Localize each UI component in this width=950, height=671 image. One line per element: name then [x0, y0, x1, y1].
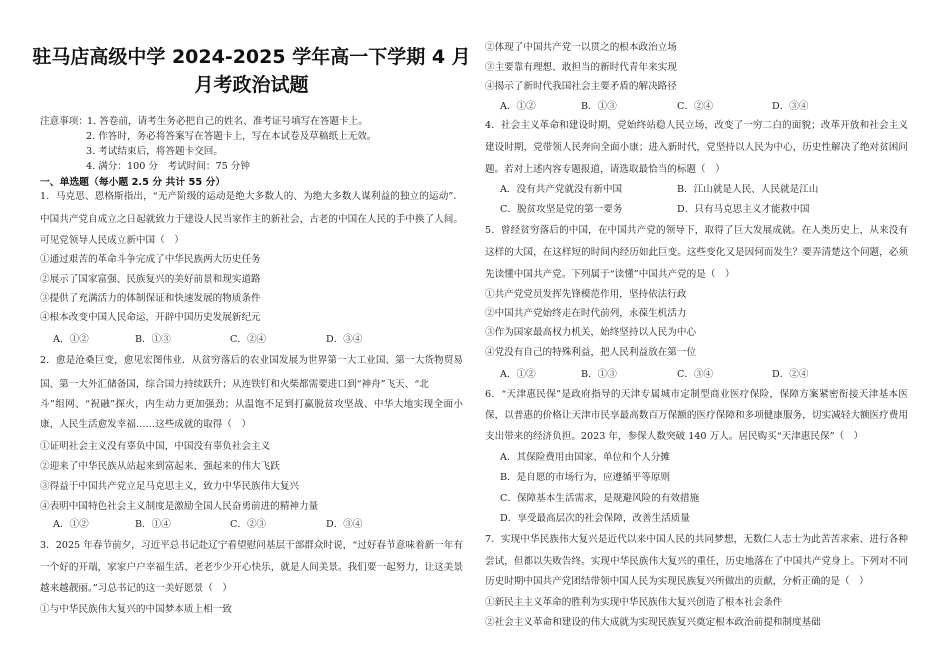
option-c: [500, 492, 699, 506]
option-c: [230, 518, 266, 532]
statement: ④表明中国特色社会主义制度是激励全国人民奋勇前进的精神力量: [40, 501, 319, 512]
option-letter: A．: [500, 369, 517, 380]
section-heading: 一、单选题（每小题 2.5 分 共计 55 分）: [40, 177, 226, 188]
statement: ②中国共产党始终走在时代前列，永葆生机活力: [485, 308, 687, 319]
option-c: [677, 368, 713, 382]
option-d: [500, 512, 690, 526]
option-letter: A．: [500, 101, 517, 112]
option-letter: C．: [677, 101, 694, 112]
statement: ④揭示了新时代我国社会主要矛盾的解决路径: [485, 81, 677, 92]
option-d: [677, 203, 809, 217]
option-d: [772, 100, 808, 114]
question-stem-line: 这样的大国，在这样短的时间内经历如此巨变。这些变化又是因何而发生？要弄清楚这个问题，必须: [485, 247, 908, 258]
option-letter: A．: [53, 519, 70, 530]
question-stem-line: 支出带来的经济负担。2023 年，参保人数突破 140 万人。居民购买“天津惠民保”（ ）: [485, 431, 864, 442]
option-letter: B．: [500, 472, 517, 483]
option-c: [677, 100, 713, 114]
option-a: [53, 518, 89, 532]
question-stem-line: 历史时期中国共产党团结带领中国人民为实现民族复兴所做出的贡献，分析正确的是（ ）: [485, 576, 869, 587]
option-text: ①②: [516, 101, 536, 112]
question-stem-line: 建设时期，党带领人民奔向全面小康；进入新时代，党坚持以人民为中心，历史性解决了绝对贫困问: [485, 142, 908, 153]
option-d: [326, 333, 362, 347]
statement: ①新民主主义革命的胜利为实现中华民族伟大复兴创造了根本社会条件: [485, 597, 783, 608]
option-text: ②④: [693, 101, 714, 112]
option-text: 江山就是人民、人民就是江山: [693, 184, 819, 195]
statement: ③提供了充满活力的体制保证和快速发展的物质条件: [40, 293, 261, 304]
option-text: ①③: [597, 101, 617, 112]
question-stem-line: 越来越靓丽。”习总书记的这一美好愿景（ ）: [40, 583, 232, 594]
option-a: [53, 333, 89, 347]
question-stem-line: 先读懂中国共产党。下列属于“读懂”中国共产党的是（ ）: [485, 269, 735, 280]
option-letter: C．: [500, 493, 517, 504]
option-d: [772, 368, 808, 382]
option-text: 是自愿的市场行为，应遵循平等原则: [516, 472, 671, 483]
option-b: [581, 368, 617, 382]
option-text: ①②: [69, 519, 89, 530]
option-b: [677, 183, 818, 197]
statement: ①共产党党员发挥先锋模范作用，坚持依法行政: [485, 289, 687, 300]
option-b: [581, 100, 617, 114]
option-letter: B．: [135, 334, 152, 345]
option-text: ①④: [151, 519, 171, 530]
statement: ③得益于中国共产党立足马克思主义，致力中华民族伟大复兴: [40, 481, 300, 492]
question-stem-line: 尝试，但都以失败告终。实现中华民族伟大复兴的重任，历史地落在了中国共产党身上。下列对不同: [485, 556, 908, 567]
notice-item: 1. 答卷前，请考生务必把自己的姓名、准考证号填写在答题卡上。: [87, 116, 368, 127]
question-stem-line: 一个好的开端，家家户户幸福生活、老老少少开心快乐，就是人间美景。我们要一起努力，让这美景: [40, 562, 463, 573]
question-stem-line: 斗”组网、“祝融”探火，内生动力更加强劲；从温饱不足到打赢脱贫攻坚战、中华大地实现全面小: [40, 399, 463, 410]
option-letter: D．: [772, 369, 790, 380]
question-stem-line: 2．愈是沧桑巨变，愈见宏图伟业．从贫穷落后的农业国发展为世界第一大工业国、第一大货物贸易: [40, 355, 463, 366]
statement: ②社会主义革命和建设的伟大成就为实现民族复兴奠定根本政治前提和制度基础: [485, 617, 821, 628]
notice-item: 4. 满分：100 分 考试时间：75 分钟: [86, 161, 250, 172]
statement: ①证明社会主义没有辜负中国，中国没有辜负社会主义: [40, 441, 271, 452]
option-letter: B．: [581, 101, 598, 112]
question-stem-line: 3．2025 年春节前夕，习近平总书记赴辽宁看望慰问基层干部群众时说，“过好春节意味着新一年有: [40, 540, 463, 551]
question-stem-line: 中国共产党自成立之日起就致力于建设人民当家作主的新社会，古老的中国在人民的手中换了人间。: [40, 214, 463, 225]
option-text: ②④: [246, 334, 267, 345]
option-text: 没有共产党就没有新中国: [516, 184, 623, 195]
question-stem-line: 国、第一大外汇储备国，综合国力持续跃升；从连铁钉和火柴都需要进口到“神舟”飞天、“北: [40, 379, 429, 390]
statement: ①与中华民族伟大复兴的中国梦本质上相一致: [40, 604, 232, 615]
statement: ③主要靠有理想、敢担当的新时代青年来实现: [485, 62, 677, 73]
question-stem-line: 保，以普惠的价格让天津市民享最高数百万保额的医疗保障和多项健康服务，切实减轻大额医疗费用: [485, 410, 908, 421]
statement: ②体现了中国共产党一以贯之的根本政治立场: [485, 42, 677, 53]
statement: ④根本改变中国人民命运，开辟中国历史发展新纪元: [40, 312, 261, 323]
option-text: ①②: [516, 369, 536, 380]
option-letter: C．: [500, 204, 517, 215]
exam-title-line1: 驻马店高级中学 2024-2025 学年高一下学期 4 月: [32, 46, 471, 68]
exam-title-line2: 月考政治试题: [194, 74, 309, 96]
option-letter: D．: [500, 513, 518, 524]
option-a: [500, 100, 536, 114]
option-letter: D．: [326, 519, 344, 530]
option-a: [500, 183, 622, 197]
statement: ①通过艰苦的革命斗争完成了中华民族两大历史任务: [40, 254, 261, 265]
question-stem-line: 康，人民生活愈发幸福……这些成就的取得（ ）: [40, 419, 252, 430]
option-text: 保障基本生活需求，是规避风险的有效措施: [516, 493, 700, 504]
option-letter: C．: [230, 334, 247, 345]
question-stem-line: 1．马克思、恩格斯指出，“无产阶级的运动是绝大多数人的、为绝大多数人谋利益的独立的运动”．: [40, 191, 463, 202]
option-letter: C．: [230, 519, 247, 530]
option-letter: D．: [326, 334, 344, 345]
statement: ②展示了国家富强、民族复兴的美好前景和现实道路: [40, 274, 261, 285]
option-b: [500, 471, 670, 485]
option-letter: A．: [500, 452, 517, 463]
question-stem-line: 4．社会主义革命和建设时期，党始终站稳人民立场，改变了一穷二白的面貌；改革开放和社会主义: [485, 120, 908, 131]
option-text: 其保险费用由国家、单位和个人分摊: [516, 452, 671, 463]
question-stem-line: 6．“天津惠民保”是政府指导的天津专属城市定制型商业医疗保险，保障方案紧密衔接天津基本医: [485, 389, 908, 400]
option-d: [326, 518, 362, 532]
statement: ②迎来了中华民族从站起来到富起来、强起来的伟大飞跃: [40, 461, 280, 472]
option-text: 享受最高层次的社会保障，改善生活质量: [517, 513, 690, 524]
option-letter: D．: [677, 204, 695, 215]
option-b: [135, 518, 171, 532]
option-letter: B．: [135, 519, 152, 530]
option-letter: A．: [53, 334, 70, 345]
notice-item: 3. 考试结束后，将答题卡交回。: [86, 146, 223, 157]
notice-label: 注意事项：: [40, 116, 88, 127]
question-stem-line: 5．曾经贫穷落后的中国，在中国共产党的领导下，取得了巨大发展成就。在人类历史上，从来没有: [485, 225, 908, 236]
option-text: ②③: [246, 519, 267, 530]
option-text: ①③: [597, 369, 617, 380]
option-text: ①②: [69, 334, 89, 345]
option-letter: B．: [677, 184, 694, 195]
option-letter: B．: [581, 369, 598, 380]
option-b: [135, 333, 171, 347]
option-letter: D．: [772, 101, 790, 112]
statement: ④党没有自己的特殊利益，把人民利益放在第一位: [485, 347, 697, 358]
question-stem-line: 7．实现中华民族伟大复兴是近代以来中国人民的共同梦想，无数仁人志士为此苦苦求索、进行各种: [485, 534, 908, 545]
option-text: ③④: [789, 101, 809, 112]
option-letter: C．: [677, 369, 694, 380]
statement: ③作为国家最高权力机关，始终坚持以人民为中心: [485, 327, 697, 338]
question-stem-line: 题。若对上述内容专题报道，请选取最恰当的标题（ ）: [485, 164, 725, 175]
option-text: 只有马克思主义才能救中国: [694, 204, 810, 215]
option-letter: A．: [500, 184, 517, 195]
option-text: ③④: [693, 369, 714, 380]
option-text: ③④: [343, 519, 363, 530]
option-text: ③④: [343, 334, 363, 345]
option-text: ①③: [151, 334, 171, 345]
option-c: [500, 203, 622, 217]
option-text: 脱贫攻坚是党的第一要务: [516, 204, 623, 215]
question-stem-line: 可见党领导人民成立新中国（ ）: [40, 235, 184, 246]
notice-item: 2. 作答时，务必将答案写在答题卡上，写在本试卷及草稿纸上无效。: [86, 131, 377, 142]
option-a: [500, 368, 536, 382]
option-a: [500, 451, 670, 465]
option-text: ②④: [789, 369, 809, 380]
option-c: [230, 333, 266, 347]
